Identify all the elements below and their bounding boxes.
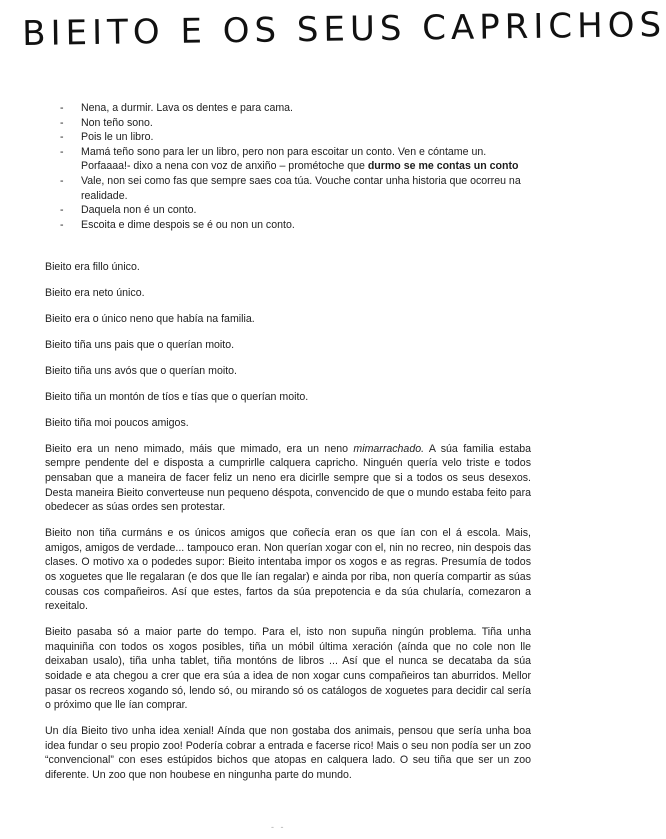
paragraph-grandparents: Bieito tiña uns avós que o querían moito. — [45, 364, 237, 377]
bold-phrase: durmo se me contas un conto — [367, 160, 519, 173]
paragraph-spoiled: Bieito era un neno mimado, máis que mimado, era un neno mimarrachado. A súa familia estaba sempre pendente del e disposta a cumprirlle calquera capricho. Ninguén quería velo triste e todos pensaban que a maneira de facer feliz un neno era dicirlle sempre que si a todos os seus desexos. Desta maneira Bieito converteuse nun pequeno déspota, convencido de que o mundo estaba feito para obedecer as súas ordes sen protestar. — [45, 442, 531, 514]
footer-mark: - - — [271, 822, 286, 832]
story-body — [45, 260, 531, 794]
paragraph-zoo-idea: Un día Bieito tivo unha idea xenial! Aínda que non gostaba dos animais, pensou que sería unha boa idea fundar o seu propio zoo! Podería cobrar a entrada e facerse rico! Mais o seu non podía ser un zoo “convencional” con eses estúpidos bichos que atopas en calquera lado. O seu tiña que ser un zoo diferente. Un zoo que non houbese en ningunha parte do mundo. — [45, 725, 531, 781]
italic-word: mimarrachado. — [353, 442, 425, 455]
paragraph-only-grandchild: Bieito era neto único. — [45, 286, 145, 299]
dialogue-line: - Vale, non sei como fas que sempre saes coa túa. Vouche contar unha historia que ocorreu na realidade. — [60, 174, 538, 203]
page-title: BIEITO E OS SEUS CAPRICHOS — [22, 5, 666, 54]
paragraph-alone: Bieito pasaba só a maior parte do tempo. Para el, isto non supuña ningún problema. Tiña unha maquiniña con todos os xogos posibles, tiña un móbil última xeración (aínda que no cole non lle deixaban usalo), tiña unha tablet, tiña montóns de libros ... Así que el nunca se decataba da súa soidade e ata chegou a crer que era súa a idea de non xogar cuns compañeiros tan aburridos. Mellor pasar os recreos xogando só, lendo só, ou mirando só os catálogos de xoguetes para decidir cal sería o próximo que lle ían comprar. — [45, 626, 531, 712]
paragraph-school: Bieito non tiña curmáns e os únicos amigos que coñecía eran os que ían con el á escola. Mais, amigos, amigos de verdade... tampouco eran. Non querían xogar con el, nin no recreo, nin despois das clases. O motivo xa o podedes supor: Bieito intentaba impor os xogos e as regras. Presumía de todos os xoguetes que lle regalaran (e dos que lle ían regalar) e ainda por riba, non quería compartir as súas cousas cos compañeiros. Así que estes, fartos da súa prepotencia e da súa chularía, comezaron a rexeitalo. — [45, 527, 531, 613]
dialogue-line: - Pois le un libro. — [60, 130, 538, 145]
dialogue-line: - Non teño sono. — [60, 116, 538, 131]
paragraph-few-friends: Bieito tiña moi poucos amigos. — [45, 416, 189, 429]
dialogue-line: - Daquela non é un conto. — [60, 203, 538, 218]
dialogue-line: - Escoita e dime despois se é ou non un conto. — [60, 218, 538, 233]
paragraph-only-child: Bieito era fillo único. — [45, 261, 140, 273]
dialogue-list — [60, 101, 538, 232]
paragraph-parents: Bieito tiña uns pais que o querían moito. — [45, 338, 235, 351]
dialogue-line: - Nena, a durmir. Lava os dentes e para cama. — [60, 101, 538, 116]
paragraph-uncles: Bieito tiña un montón de tíos e tías que o querían moito. — [45, 390, 309, 403]
paragraph-only-boy: Bieito era o único neno que había na familia. — [45, 312, 255, 325]
dialogue-line: - Mamá teño sono para ler un libro, pero non para escoitar un conto. Ven e cóntame un. Porfaaaa!- dixo a nena con voz de anxiño – prométoche que durmo se me contas un conto — [60, 145, 538, 174]
